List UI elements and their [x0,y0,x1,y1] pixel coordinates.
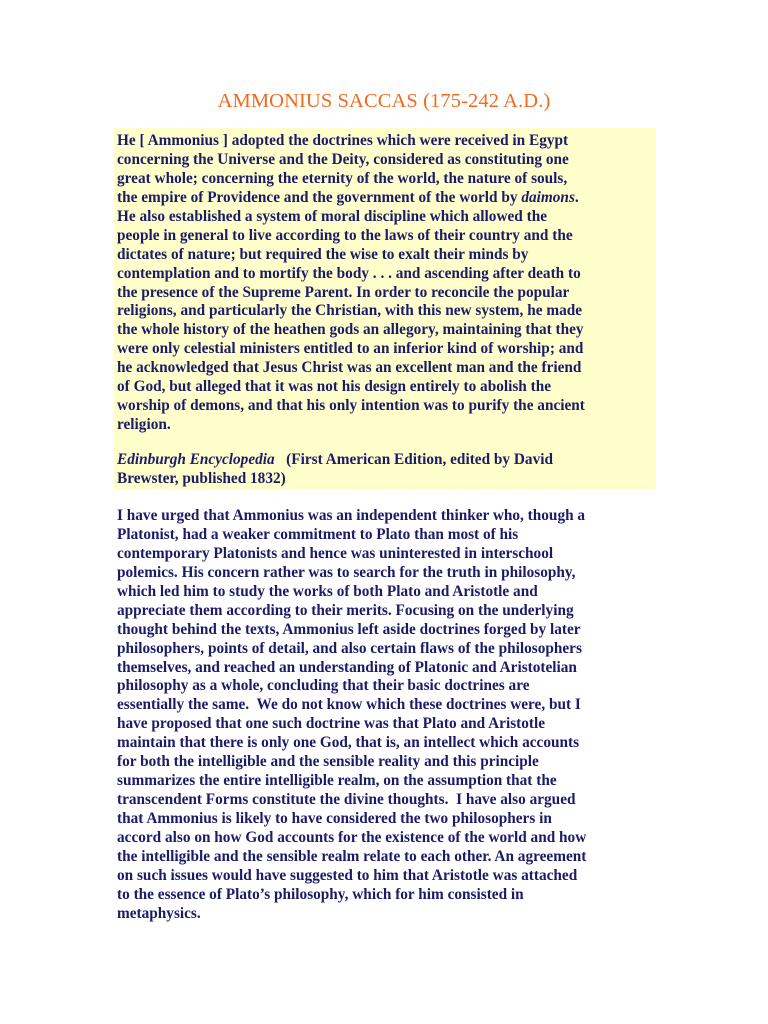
quote-line: of God, but alleged that it was not his design entirely to abolish the [117,378,552,396]
body-paragraph [117,507,586,924]
quote-line: He [ Ammonius ] adopted the doctrines which were received in Egypt [117,132,569,149]
quote-line: he acknowledged that Jesus Christ was an excellent man and the friend [117,359,582,377]
body-line: transcendent Forms constitute the divine thoughts. I have also argued [117,791,576,809]
body-line: appreciate them according to their merits. Focusing on the underlying [117,601,574,619]
daimons-term: daimons [521,188,575,206]
body-line: philosophy as a whole, concluding that their basic doctrines are [117,677,530,695]
quote-line: great whole; concerning the eternity of the world, the nature of souls, [117,169,568,187]
quote-line: people in general to live according to the laws of their country and the [117,226,573,244]
body-line: metaphysics. [117,904,201,922]
quote-line: concerning the Universe and the Deity, considered as constituting one [117,150,569,168]
body-line: have proposed that one such doctrine was that Plato and Aristotle [117,715,546,733]
body-line: themselves, and reached an understanding of Platonic and Aristotelian [117,658,577,676]
quote-line: the whole history of the heathen gods an allegory, maintaining that they [117,321,584,339]
citation-source: Edinburgh Encyclopedia [117,451,275,468]
citation-detail: (First American Edition, edited by David [274,451,553,468]
body-line: polemics. His concern rather was to search for the truth in philosophy, [117,563,576,581]
quote-line: religions, and particularly the Christian, with this new system, he made [117,302,583,320]
body-line: I have urged that Ammonius was an independent thinker who, though a [117,507,586,524]
quote-line: contemplation and to mortify the body . . . and ascending after death to [117,264,581,282]
body-line: which led him to study the works of both Plato and Aristotle and [117,582,538,600]
body-line: maintain that there is only one God, that is, an intellect which accounts [117,734,580,752]
body-line: that Ammonius is likely to have considered the two philosophers in [117,810,552,827]
page-title: AMMONIUS SACCAS (175-242 A.D.) [217,90,551,112]
body-line: for both the intelligible and the sensible reality and this principle [117,753,539,771]
body-line: essentially the same. We do not know which these doctrines were, but I [117,696,581,714]
quote-line: worship of demons, and that his only intention was to purify the ancient [117,397,585,415]
quote-line-punctuation: . [574,188,579,206]
quote-line-text: the empire of Providence and the government of the world by [117,188,522,206]
quote-line: were only celestial ministers entitled to an inferior kind of worship; and [117,340,584,358]
quote-line: dictates of nature; but required the wise to exalt their minds by [117,245,529,263]
quote-line [117,189,585,208]
body-line: on such issues would have suggested to him that Aristotle was attached [117,866,578,884]
body-line: philosophers, points of detail, and also certain flaws of the philosophers [117,639,582,657]
quote-line: religion. [117,416,171,434]
quote-line: the presence of the Supreme Parent. In order to reconcile the popular [117,283,570,301]
citation [117,451,553,489]
quote-block [117,132,585,435]
body-line: the intelligible and the sensible realm relate to each other. An agreement [117,847,587,865]
body-line: to the essence of Plato’s philosophy, which for him consisted in [117,885,524,903]
body-line: summarizes the entire intelligible realm, on the assumption that the [117,772,557,790]
citation-line: Brewster, published 1832) [117,469,286,487]
body-line: contemporary Platonists and hence was uninterested in interschool [117,544,554,562]
citation-line [117,451,553,470]
body-line: thought behind the texts, Ammonius left aside doctrines forged by later [117,620,581,638]
body-line: accord also on how God accounts for the existence of the world and how [117,828,587,846]
body-line: Platonist, had a weaker commitment to Plato than most of his [117,525,519,543]
quote-line: He also established a system of moral discipline which allowed the [117,207,548,225]
